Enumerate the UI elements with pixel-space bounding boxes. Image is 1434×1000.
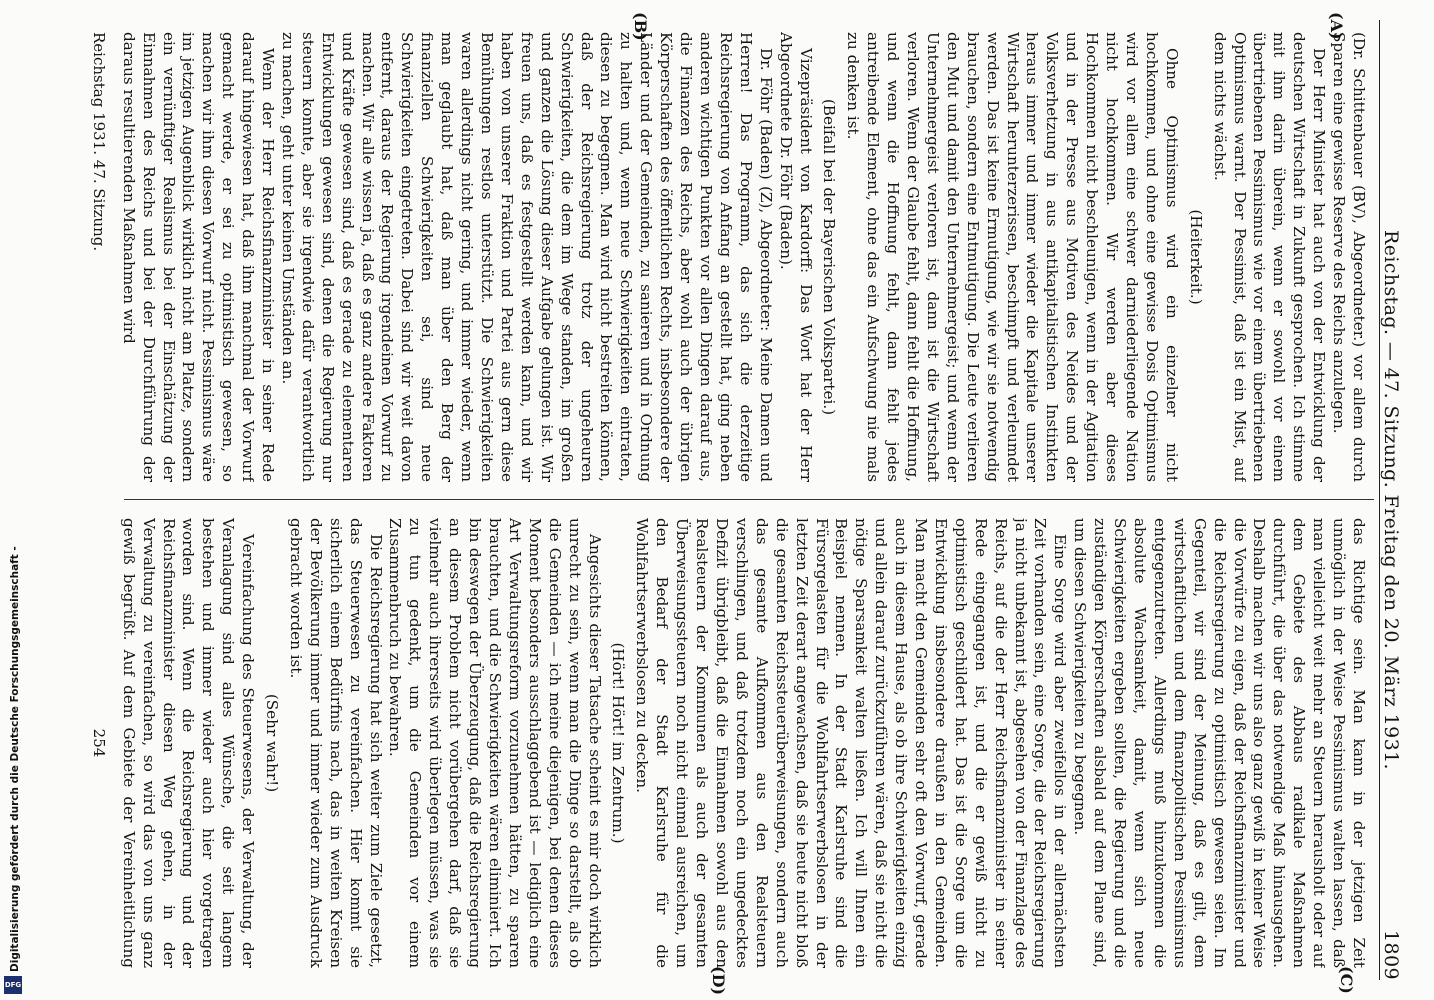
margin-marker-c: (C) bbox=[1337, 966, 1356, 994]
interjection: (Sehr wahr!) bbox=[263, 693, 282, 793]
page-header bbox=[1379, 20, 1420, 980]
interjection: (Hört! Hört! im Zentrum.) bbox=[609, 642, 628, 844]
interjection: (Heiterkeit.) bbox=[1186, 209, 1205, 305]
paragraph: Der Herr Minister hat auch von der Entwicklung der deutschen Wirtschaft in Zukunft gesprochen. Ich stimme mit ihm darin überein, wenn er sowohl vor einem übertriebenen Pessimismus wie vor einem übertriebenen Optimismus warnt. Der Pessimist, daß ist ein Mist, auf dem nichts wächst. bbox=[1210, 32, 1329, 482]
right-column bbox=[118, 518, 1368, 968]
paragraph: Dr. Föhr (Baden) (Z), Abgeordneter: Meine Damen und Herren! Das Programm, das sich die derzeitige Reichsregierung von Anfang an gestellt hat, ging neben anderen wichtigen Punkten vor allen Dingen darauf aus, die Finanzen des Reichs, aber wohl auch der übrigen Körperschaften des öffentlichen Rechts, insbesondere der Länder und der Gemeinden, zu sanieren und in Ordnung zu halten und, wenn neue Schwierigkeiten eintraten, diesen zu begegnen. Man wird nicht bestreiten können, daß der Reichsregierung trotz der ungeheuren Schwierigkeiten, die dem im Wege standen, im großen und ganzen die Lösung dieser Aufgabe gelungen ist. Wir freuen uns, daß es festgestellt werden kann, und wir haben von unserer Fraktion und Partei aus gern diese Bemühungen restlos unterstützt. Die Schwierigkeiten waren allerdings nicht gering, und immer wieder, wenn man geglaubt hat, daß man über den Berg der finanziellen Schwierigkeiten sei, sind neue Schwierigkeiten eingetreten. Dabei sind wir weit davon entfernt, daraus der Regierung irgendeinen Vorwurf zu machen. Wir alle wissen ja, daß es ganz andere Faktoren und Kräfte gewesen sind, daß es gerade zu elementaren Entwicklungen gewesen sind, denen die Regierung nur steuern konnte, aber sie irgendwie dafür verantwortlich zu machen, geht unter keinen Umständen an. bbox=[278, 32, 775, 482]
footer-page-number: 254 bbox=[90, 728, 108, 758]
paragraph: Vizepräsident von Kardorff: Das Wort hat der Herr Abgeordnete Dr. Föhr (Baden). bbox=[776, 32, 815, 482]
running-head: Reichstag. — 47. Sitzung. Freitag den 20. März 1931. bbox=[1380, 229, 1402, 770]
dfg-logo: DFG bbox=[4, 976, 22, 994]
paragraph: Die Reichsregierung hat sich weiter zum Ziele gesetzt, das Steuerwesen zu vereinfachen. Hier kommt sie sicherlich einem Bedürfnis nach, das in weiten Kreisen der Bevölkerung immer und immer wieder zum Ausdruck gebracht worden ist. bbox=[286, 518, 385, 968]
margin-marker-d: (D) bbox=[709, 966, 728, 996]
interjection: (Beifall bei der Bayerischen Volkspartei.) bbox=[820, 98, 839, 416]
digitization-credit bbox=[4, 546, 22, 994]
rotated-page-content bbox=[20, 12, 1420, 996]
paragraph: das Richtige sein. Man kann in der jetzigen Zeit unmöglich in der Weise Pessimismus walten lassen, daß man vielleicht weit mehr an Steuern herausholt oder auf dem Gebiete des Abbaus radikale Maßnahmen durchführt, die über das notwendige Maß hinausgehen. Deshalb machen wir uns also ganz gewiß in keiner Weise die Vorwürfe zu eigen, daß der Reichsfinanzminister und die Reichsregierung zu optimistisch gewesen seien. Im Gegenteil, wir sind der Meinung, daß es gilt, dem wirtschaftlichen und dem finanzpolitischen Pessimismus entgegenzutreten. Allerdings muß hinzukommen die absolute Wachsamkeit, damit, wenn sich neue Schwierigkeiten ergeben sollten, die Regierung und die zuständigen Körperschaften alsbald auf dem Plane sind, um diesen Schwierigkeiten zu begegnen. bbox=[1071, 518, 1368, 968]
footer-left: Reichstag 1931. 47. Sitzung. bbox=[90, 32, 108, 252]
margin-marker-b: (B) bbox=[631, 12, 650, 41]
column-divider bbox=[124, 499, 1374, 500]
paragraph: (Dr. Schittenbauer (BV), Abgeordneter.) vor allem durch Sparen eine gewisse Reserve des Reichs anzulegen. bbox=[1330, 32, 1368, 482]
left-column bbox=[118, 32, 1368, 482]
paragraph: Wenn der Herr Reichsfinanzminister in seiner Rede darauf hingewiesen hat, daß ihm manchmal der Vorwurf gemacht werde, er sei zu optimistisch gewesen, so machen wir ihm diesen Vorwurf nicht. Pessimismus wäre im jetzigen Augenblick wirklich nicht am Platze, sondern ein vernünftiger Realismus bei der Einschätzung der Einnahmen des Reichs und bei der Durchführung der daraus resultierenden Maßnahmen wird bbox=[119, 32, 278, 482]
paragraph: Vereinfachung des Steuerwesens, der Verwaltung, der Veranlagung sind alles Wünsche, die seit langem bestehen und immer wieder auch hier vorgetragen worden sind. Wenn die Reichsregierung und der Reichsfinanzminister diesen Weg gehen, in der Verwaltung zu vereinfachen, so wird das von uns ganz gewiß begrüßt. Auf dem Gebiete der Vereinheitlichung bbox=[119, 518, 258, 968]
paragraph: Ohne Optimismus wird ein einzelner nicht hochkommen, und ohne eine gewisse Dosis Optimismus wird vor allem eine schwer darniederliegende Nation nicht hochkommen. Wir werden aber dieses Hochkommen nicht beschleunigen, wenn in der Agitation und in der Presse aus Motiven des Neides und der Volksverhetzung in aus antikapitalistischen Instinkten heraus immer und immer wieder die Kapitale unserer Wirtschaft herunterzerissen, beschimpft und verleumdet werden. Das ist keine Ermutigung, wie wir sie notwendig brauchen, sondern eine Entmutigung. Die Leute verlieren den Mut und damit den Unternehmergeist; und wenn der Unternehmergeist verloren ist, dann ist die Wirtschaft verloren. Wenn der Glaube fehlt, dann fehlt die Hoffnung, und wenn die Hoffnung fehlt, dann fehlt jedes antreibende Element, ohne das ein Aufschwung nie mals zu denken ist. bbox=[844, 32, 1181, 482]
page-number: 1809 bbox=[1380, 930, 1402, 980]
margin-marker-a: (A) bbox=[1327, 12, 1346, 40]
paragraph: Angesichts dieser Tatsache scheint es mir doch wirklich unrecht zu sein, wenn man die Dinge so darstellt, als ob die Gemeinden — ich meine diejenigen, bei denen dieses Moment besonders ausschlaggebend ist — lediglich eine Art Verwaltungsreform vorzunehmen hätten, zu sparen brauchten, und die Schwierigkeiten wären eliminiert. Ich bin deswegen der Überzeugung, daß die Reichsregierung an diesem Problem nicht vorübergehen darf, daß sie vielmehr auch ihrerseits wird überlegen müssen, was sie zu tun gedenkt, um die Gemeinden vor einem Zusammenbruch zu bewahren. bbox=[386, 518, 604, 968]
paragraph: Eine Sorge wird aber zweifellos in der allernächsten Zeit vorhanden sein, eine Sorge, die der Reichsregierung ja nicht unbekannt ist, abgesehen von der Finanzlage des Reichs, auf die der Herr Reichsfinanzminister in seiner Rede eingegangen ist, und die er gewiß nicht zu optimistisch geschildert hat. Das ist die Sorge um die Entwicklung insbesondere draußen in den Gemeinden. Man macht den Gemeinden sehr oft den Vorwurf, gerade auch in diesem Hause, als ob ihre Schwierigkeiten einzig und allein darauf zurückzuführen wären, daß sie nicht die nötige Sparsamkeit walten ließen. Ich will Ihnen ein Beispiel nennen. In der Stadt Karlsruhe sind die Fürsorgelasten für die Wohlfahrtserwerbslosen in der letzten Zeit derart angewachsen, daß sie heute nicht bloß die gesamten Reichssteuerüberweisungen, sondern auch das gesamte Aufkommen aus den Realsteuern verschlingen, und daß trotzdem noch ein ungedecktes Defizit übrigbleibt, daß die Einnahmen sowohl aus den Realsteuern der Kommunen als auch der gesamten Überweisungssteuern noch nicht einmal ausreichen, um den Bedarf der Stadt Karlsruhe für die Wohlfahrtserwerbslosen zu decken. bbox=[633, 518, 1070, 968]
digitization-credit-text: Digitalisierung gefördert durch die Deutsche Forschungsgemeinschaft - bbox=[9, 546, 21, 972]
